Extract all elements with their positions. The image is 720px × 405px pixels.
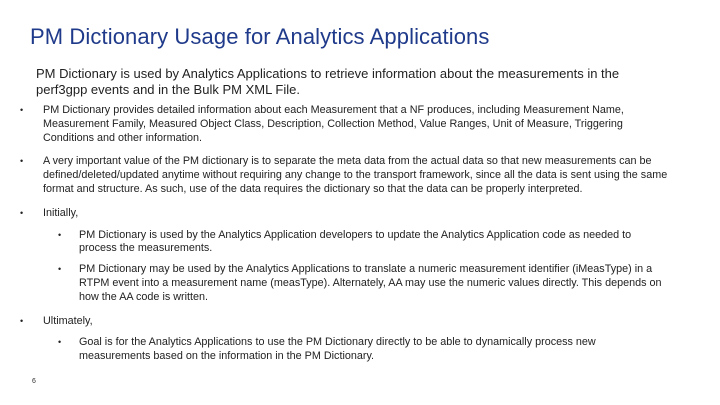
bullet-marker: • <box>20 315 24 326</box>
bullet-item <box>20 155 670 196</box>
bullet-text: Ultimately, <box>43 314 93 327</box>
sub-bullet-text: Goal is for the Analytics Applications to use the PM Dictionary directly to be able to dynamically process new measurements based on the information in the PM Dictionary. <box>79 336 596 363</box>
bullet-marker: • <box>20 105 24 115</box>
sub-bullet-item <box>43 336 670 364</box>
intro-paragraph: PM Dictionary is used by Analytics Applications to retrieve information about the measurements in the perf3gpp events and in the Bulk PM XML File. <box>36 66 620 97</box>
bullet-text: A very important value of the PM dictionary is to separate the meta data from the actual data so that new measurements can be defined/deleted/updated anytime without requiring any change to the transport framework, since all the data is sent using the same format and structure. As such, use of the data requires the dictionary so that the data can be properly interpreted. <box>43 155 668 195</box>
sub-bullet-list <box>43 336 670 364</box>
sub-bullet-item <box>43 229 670 257</box>
bullet-marker: • <box>20 207 24 218</box>
sub-bullet-marker: • <box>58 264 62 275</box>
slide-title: PM Dictionary Usage for Analytics Applications <box>30 24 490 49</box>
bullet-list <box>20 104 670 374</box>
page-number: 6 <box>32 378 36 385</box>
sub-bullet-list <box>43 229 670 305</box>
bullet-text: PM Dictionary provides detailed information about each Measurement that a NF produces, including Measurement Name, Measurement Family, Measured Object Class, Description, Collection Method, Value Ranges, Unit of Measure, Triggering Conditions and other information. <box>43 104 624 144</box>
sub-bullet-text: PM Dictionary may be used by the Analytics Applications to translate a numeric measurement identifier (iMeasType) in a RTPM event into a measurement name (measType). Alternately, AA may use the numeric values directly. This depends on how the AA code is written. <box>79 263 662 303</box>
bullet-item <box>20 315 670 364</box>
sub-bullet-marker: • <box>58 337 62 348</box>
bullet-item <box>20 207 670 305</box>
sub-bullet-text: PM Dictionary is used by the Analytics Application developers to update the Analytics Application code as needed to process the measurements. <box>79 228 632 255</box>
bullet-marker: • <box>20 156 24 167</box>
bullet-text: Initially, <box>43 206 79 219</box>
sub-bullet-item <box>43 263 670 304</box>
sub-bullet-marker: • <box>58 229 62 240</box>
bullet-item <box>20 104 670 145</box>
